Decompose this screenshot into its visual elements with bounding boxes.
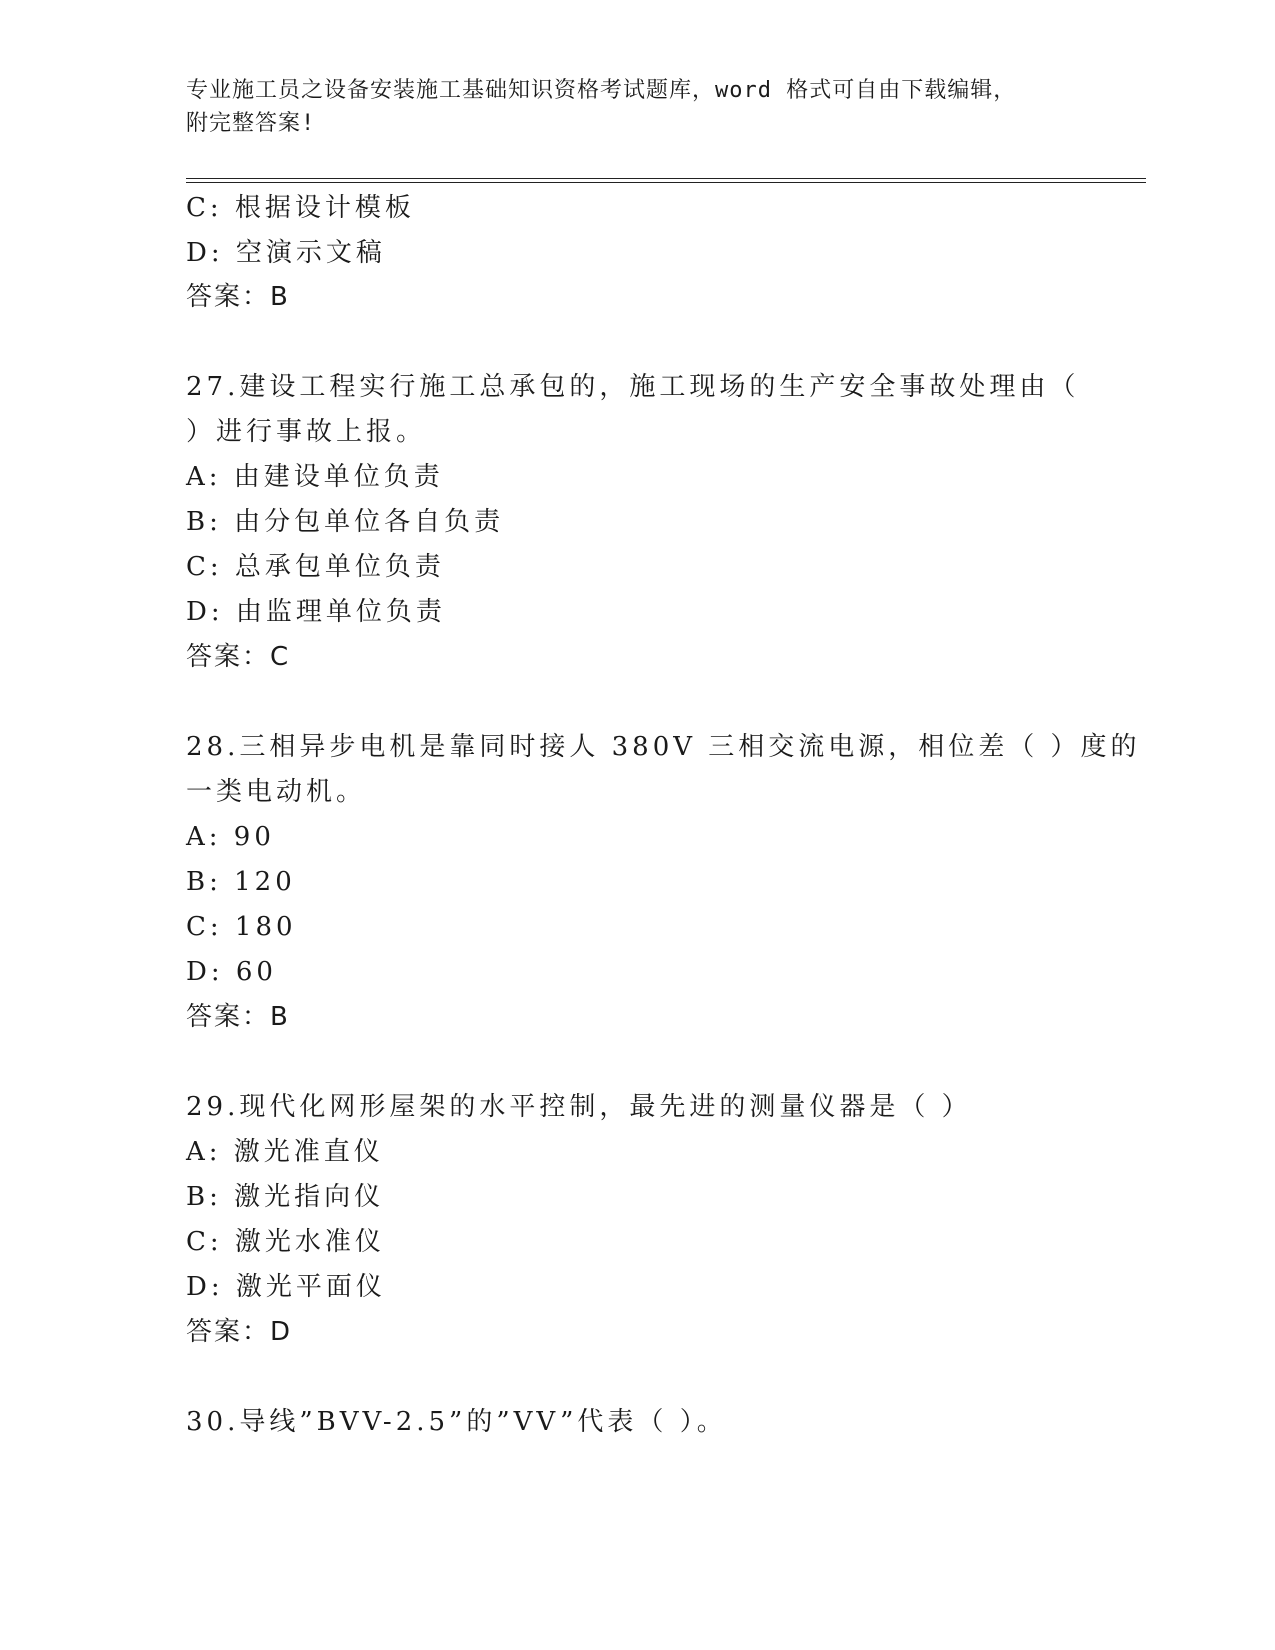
q26-answer: 答案：B — [186, 282, 290, 312]
q28-option-b: B: 120 — [186, 867, 296, 897]
q28-option-d: D: 60 — [186, 957, 277, 987]
q29-option-a: A: 激光准直仪 — [186, 1137, 384, 1167]
document-header — [186, 74, 1086, 140]
q29-answer: 答案：D — [186, 1317, 293, 1347]
q29-stem-line-1: 29.现代化网形屋架的水平控制，最先进的测量仪器是（ ） — [186, 1092, 972, 1122]
q27-option-a: A: 由建设单位负责 — [186, 462, 444, 492]
q26-option-d: D: 空演示文稿 — [186, 238, 386, 268]
q28-answer: 答案：B — [186, 1002, 290, 1032]
q27-stem-line-1: 27.建设工程实行施工总承包的，施工现场的生产安全事故处理由（ — [186, 372, 1080, 402]
q28-option-c: C: 180 — [186, 912, 297, 942]
q27-option-b: B: 由分包单位各自负责 — [186, 507, 505, 537]
q29-option-b: B: 激光指向仪 — [186, 1182, 385, 1212]
header-title-line-2: 附完整答案! — [186, 111, 316, 136]
q28-option-a: A: 90 — [186, 822, 275, 852]
header-double-rule — [186, 178, 1146, 183]
q29-option-d: D: 激光平面仪 — [186, 1272, 386, 1302]
header-title-line-1: 专业施工员之设备安装施工基础知识资格考试题库，word 格式可自由下载编辑， — [186, 78, 1017, 103]
q29-option-c: C: 激光水准仪 — [186, 1227, 385, 1257]
q30-stem-line-1: 30.导线”BVV-2.5”的”VV”代表（ ）。 — [186, 1407, 727, 1437]
q27-answer: 答案：C — [186, 642, 291, 672]
q27-option-d: D: 由监理单位负责 — [186, 597, 446, 627]
q27-stem-line-2: ）进行事故上报。 — [186, 417, 427, 447]
q26-option-c: C: 根据设计模板 — [186, 193, 415, 223]
q28-stem-line-2: 一类电动机。 — [186, 777, 367, 807]
q28-stem-line-1: 28.三相异步电机是靠同时接人 380V 三相交流电源，相位差（ ）度的 — [186, 732, 1141, 762]
q27-option-c: C: 总承包单位负责 — [186, 552, 445, 582]
